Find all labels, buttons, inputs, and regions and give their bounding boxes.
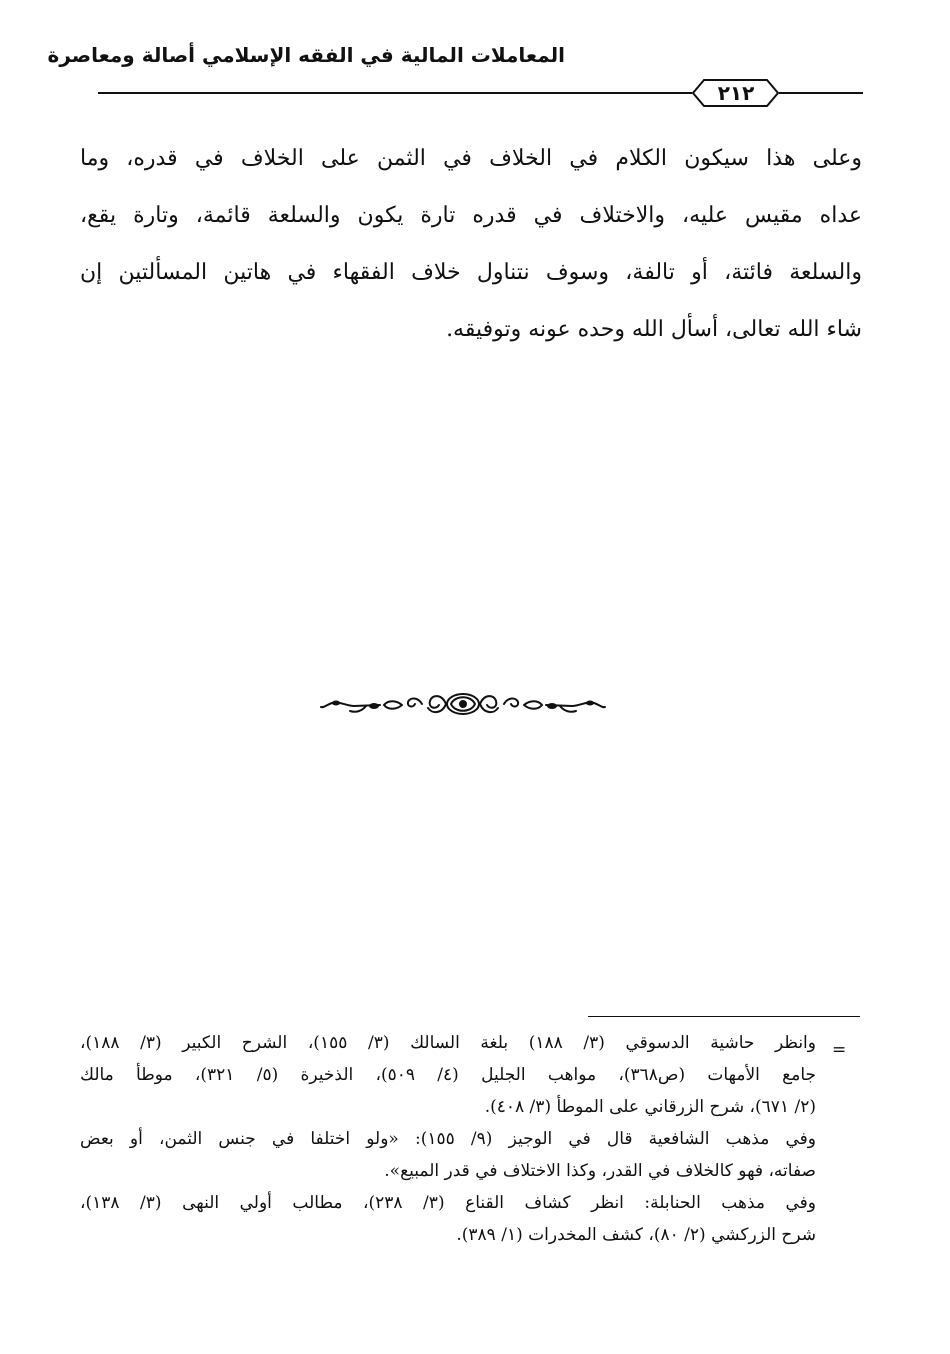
body-line: والسلعة فائتة، أو تالفة، وسوف نتناول خلاف الفقهاء في هاتين المسألتين إن (80, 260, 862, 285)
body-line: شاء الله تعالى، أسأل الله وحده عونه وتوفيقه. (446, 317, 862, 342)
section-ornament (318, 686, 608, 722)
header-rule (98, 92, 692, 94)
footnote-line: جامع الأمهات (ص٣٦٨)، مواهب الجليل (٤/ ٥٠٩)، الذخيرة (٥/ ٣٢١)، موطأ مالك (80, 1065, 817, 1085)
footnote-line: شرح الزركشي (٢/ ٨٠)، كشف المخدرات (١/ ٣٨٩). (456, 1225, 816, 1245)
body-paragraph (80, 130, 862, 358)
body-line: عداه مقيس عليه، والاختلاف في قدره تارة يكون والسلعة قائمة، وتارة يقع، (80, 203, 862, 228)
footnote-line: وفي مذهب الحنابلة: انظر كشاف القناع (٣/ ٢٣٨)، مطالب أولي النهى (٣/ ١٣٨)، (80, 1193, 817, 1213)
header-rule (779, 92, 863, 94)
page-number: ٢١٢ (717, 81, 755, 105)
footnote-line: صفاته، فهو كالخلاف في القدر، وكذا الاختلاف في قدر المبيع». (384, 1161, 816, 1181)
footnote-continuation-mark: = (832, 1040, 847, 1060)
footnote-separator (588, 1016, 860, 1017)
footnotes (80, 1027, 816, 1251)
footnote-line: وفي مذهب الشافعية قال في الوجيز (٩/ ١٥٥): «ولو اختلفا في جنس الثمن، أو بعض (80, 1129, 816, 1149)
footnote-line: وانظر حاشية الدسوقي (٣/ ١٨٨) بلغة السالك (٣/ ١٥٥)، الشرح الكبير (٣/ ١٨٨)، (80, 1033, 816, 1053)
footnote-line: (٢/ ٦٧١)، شرح الزرقاني على الموطأ (٣/ ٤٠٨). (484, 1097, 816, 1117)
running-title: المعاملات المالية في الفقه الإسلامي أصالة ومعاصرة (47, 43, 565, 67)
body-line: وعلى هذا سيكون الكلام في الخلاف في الثمن على الخلاف في قدره، وما (80, 146, 862, 171)
